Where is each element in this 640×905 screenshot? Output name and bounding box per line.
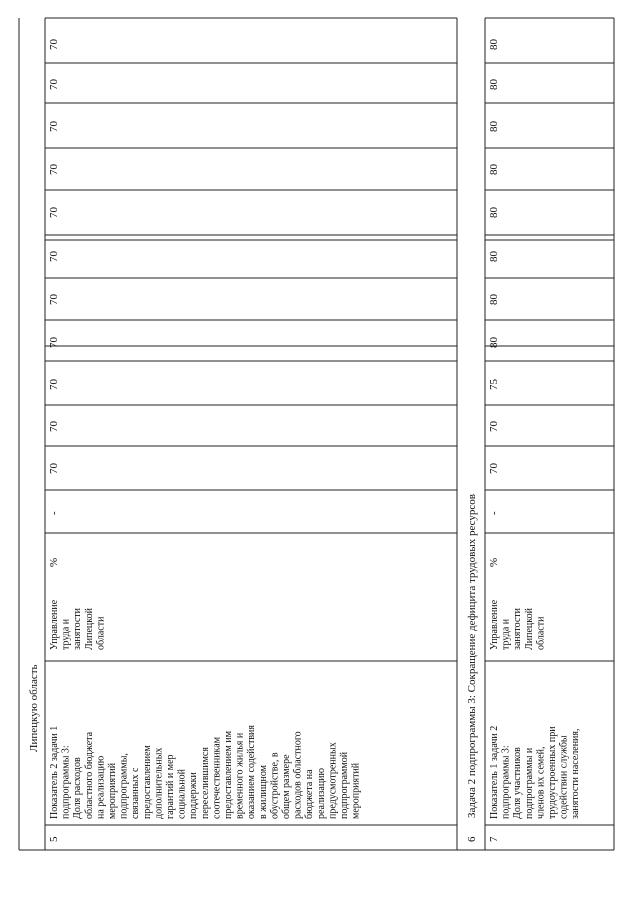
unit-cell: % [488, 557, 500, 567]
table-grid [19, 18, 614, 850]
region-label: Липецкую область [28, 664, 40, 752]
indicator-text-line: расходов областного [292, 731, 304, 819]
executor-text-line: Липецкой [523, 608, 535, 650]
task-number: 6 [466, 836, 478, 842]
value-cell: 70 [48, 421, 60, 432]
executor-text-line: Управление [489, 599, 500, 650]
executor-text-line: области [535, 616, 547, 650]
value-cell: 70 [48, 337, 60, 348]
executor-text-line: Управление [49, 599, 60, 650]
indicator-text-line: соотечественникам [211, 736, 223, 819]
indicator-text-line: гарантий и мер [165, 754, 176, 819]
value-cell: 70 [488, 463, 500, 474]
indicator-text-line: подпрограммы 3: [60, 745, 72, 819]
indicator-text-line: подпрограммой [339, 751, 350, 819]
value-cell: 80 [488, 39, 500, 50]
executor-text-line: труда и [500, 618, 512, 650]
indicator-text-line: связанных с [130, 767, 142, 819]
value-cell: 70 [48, 164, 60, 175]
indicator-text-line: занятости населения, [570, 728, 582, 819]
value-cell: 80 [488, 251, 500, 262]
value-cell: - [488, 511, 500, 515]
indicator-text-line: поддержки [188, 772, 200, 819]
indicator-text-line: оказанием содействия [246, 724, 258, 819]
indicator-text-line: на реализацию [95, 755, 107, 819]
executor-text-line: занятости [512, 608, 524, 650]
value-cell: 70 [48, 79, 60, 90]
row-number: 7 [488, 836, 500, 842]
value-cell: 75 [488, 379, 500, 390]
indicator-text-line: членов их семей, [535, 746, 547, 819]
value-cell: 80 [488, 207, 500, 218]
value-cell: 80 [488, 294, 500, 305]
executor-text-line: занятости [72, 608, 84, 650]
value-cell: 70 [48, 121, 60, 132]
indicator-text-line: Доля расходов [72, 757, 84, 819]
indicator-text-line: содействии службы [558, 735, 570, 819]
value-cell: 70 [488, 421, 500, 432]
value-cell: 70 [48, 39, 60, 50]
indicator-text-line: подпрограммы, [118, 753, 130, 819]
indicator-text-line: бюджета на [304, 769, 316, 819]
indicator-text-line: временного жилья и [234, 732, 246, 819]
indicator-text-line: предоставлением им [223, 730, 234, 819]
indicator-text-line: общем размере [281, 754, 292, 819]
value-cell: 70 [48, 251, 60, 262]
value-cell: 80 [488, 337, 500, 348]
unit-cell: % [48, 557, 60, 567]
indicator-text-line: подпрограммы и [523, 747, 535, 819]
indicator-text-line: Показатель 1 задачи 2 [489, 725, 500, 819]
value-cell: 80 [488, 79, 500, 90]
indicator-text-line: предоставлением [141, 745, 153, 819]
value-cell: 80 [488, 164, 500, 175]
table-text [28, 39, 581, 843]
value-cell: 70 [48, 207, 60, 218]
indicator-text-line: Показатель 2 задачи 1 [49, 725, 60, 819]
indicator-text-line: мероприятий [350, 762, 362, 819]
value-cell: 70 [48, 294, 60, 305]
indicator-text-line: областного бюджета [83, 731, 95, 819]
value-cell: 70 [48, 379, 60, 390]
indicator-text-line: трудоустроенных при [547, 726, 558, 819]
task-title: Задача 2 подпрограммы 3: Сокращение дефицита трудовых ресурсов [466, 494, 478, 818]
indicator-text-line: в жилищном [257, 764, 269, 819]
value-cell: 70 [48, 463, 60, 474]
indicator-text-line: реализацию [315, 768, 327, 819]
executor-text-line: труда и [60, 618, 72, 650]
value-cell: - [48, 511, 60, 515]
indicator-text-line: обустройстве, в [269, 752, 281, 819]
indicator-text-line: дополнительных [153, 747, 165, 819]
indicator-text-line: предусмотренных [327, 742, 339, 819]
executor-text-line: области [95, 616, 107, 650]
indicator-text-line: социальной [176, 769, 188, 819]
row-number: 5 [48, 836, 60, 842]
indicator-text-line: переселившимся [199, 747, 211, 819]
executor-text-line: Липецкой [83, 608, 95, 650]
indicator-text-line: Доля участников [512, 747, 524, 819]
indicator-text-line: мероприятий [107, 762, 118, 819]
value-cell: 80 [488, 121, 500, 132]
indicator-text-line: подпрограммы 3: [500, 745, 512, 819]
